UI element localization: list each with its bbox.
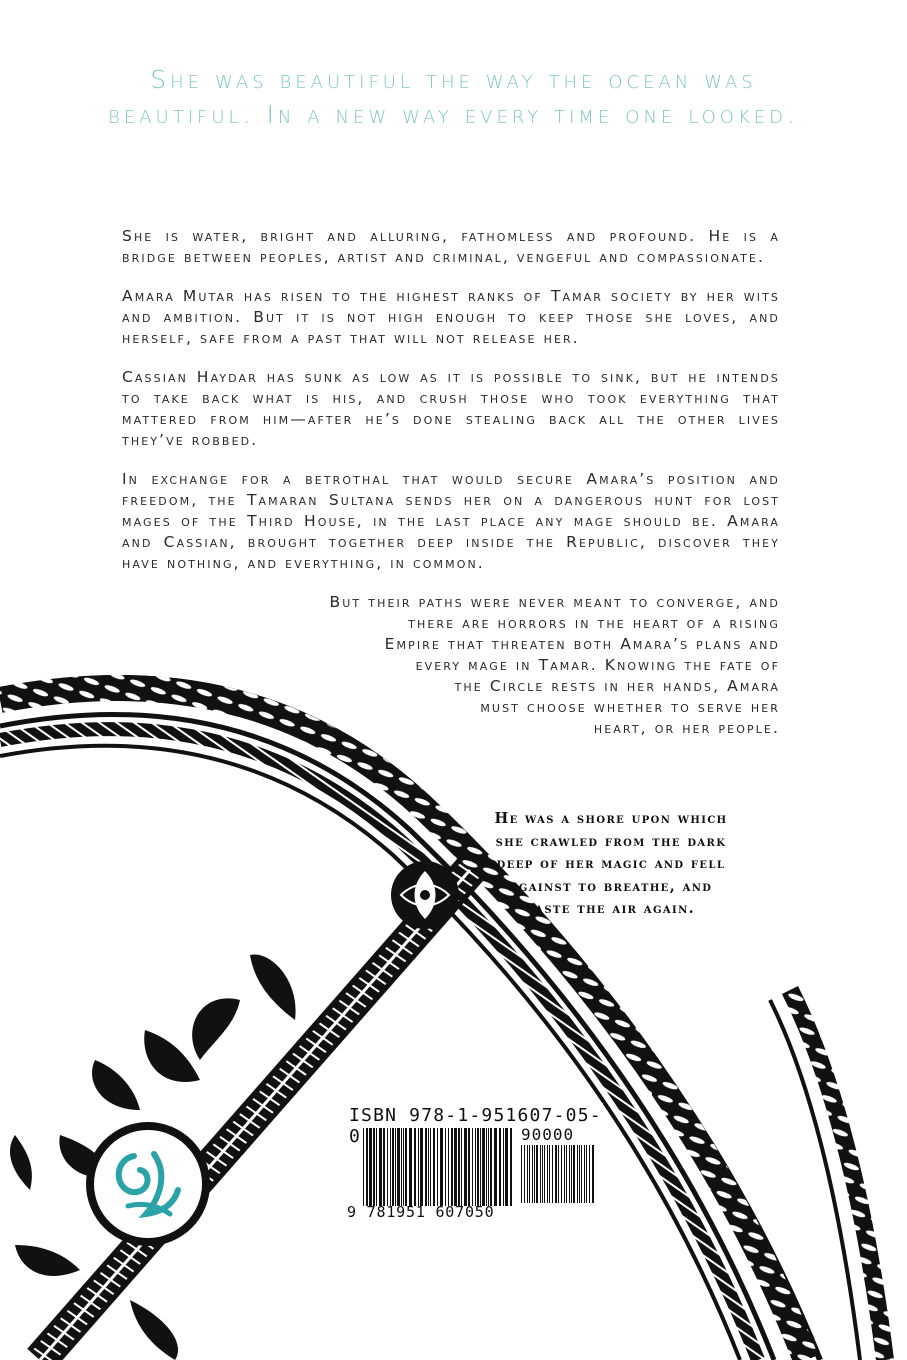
barcode-bar bbox=[561, 1145, 562, 1203]
barcode-bar bbox=[401, 1128, 402, 1206]
barcode-bar bbox=[510, 1128, 512, 1206]
barcode-bar bbox=[527, 1145, 528, 1203]
barcode-bar bbox=[395, 1128, 396, 1206]
barcode-bar bbox=[440, 1128, 443, 1206]
barcode-bar bbox=[420, 1128, 423, 1206]
barcode-bar bbox=[589, 1145, 590, 1203]
barcode-bar bbox=[494, 1128, 497, 1206]
blurb-p5-line: every mage in Tamar. Knowing the fate of bbox=[415, 656, 780, 674]
quote-line: He was a shore upon which bbox=[494, 810, 728, 827]
barcode-bar bbox=[542, 1145, 543, 1203]
isbn-number: ISBN 978-1-951607-05-0 bbox=[349, 1105, 602, 1147]
barcode-bar bbox=[448, 1128, 449, 1206]
barcode-bar bbox=[569, 1145, 570, 1203]
barcode-digits: 9 781951 607050 bbox=[347, 1203, 495, 1221]
barcode-bar bbox=[586, 1145, 587, 1203]
barcode-bar bbox=[536, 1145, 538, 1203]
barcode-bar bbox=[369, 1128, 372, 1206]
blurb-paragraph-2: Amara Mutar has risen to the highest ranks of Tamar society by her wits and ambition. But it is not high enough to keep those she loves, and herself, safe from a past that will not release her. bbox=[122, 287, 780, 347]
blurb-p5-line: there are horrors in the heart of a rising bbox=[408, 614, 780, 632]
barcode-bar bbox=[532, 1145, 533, 1203]
barcode-bar bbox=[505, 1128, 508, 1206]
blurb-p5-line: But their paths were never meant to converge, and bbox=[329, 593, 780, 611]
barcode-bar bbox=[480, 1128, 481, 1206]
tagline-quote: She was beautiful the way the ocean was beautiful. In a new way every time one looked. bbox=[108, 65, 799, 129]
blurb-paragraph-4: In exchange for a betrothal that would secure Amara’s position and freedom, the Tamaran Sultana sends her on a dangerous hunt for lost mages of the Third House, in the last place any mage should be. Amara and Cassian, brought together deep inside the Republic, discover they have nothing, and everything, in common. bbox=[122, 470, 780, 572]
barcode-bar bbox=[571, 1145, 572, 1203]
barcode-bar bbox=[540, 1145, 541, 1203]
barcode-bar bbox=[577, 1145, 578, 1203]
barcode-bar bbox=[392, 1128, 394, 1206]
barcode-bar bbox=[379, 1128, 382, 1206]
isbn-barcode bbox=[343, 1103, 603, 1228]
barcode-bar bbox=[490, 1128, 492, 1206]
barcode-bar bbox=[433, 1128, 435, 1206]
barcode-bar bbox=[552, 1145, 553, 1203]
barcode-bar bbox=[458, 1128, 460, 1206]
barcode-bar bbox=[477, 1128, 479, 1206]
blurb-p5-line: the Circle rests in her hands, Amara bbox=[454, 677, 780, 695]
barcode-bar bbox=[534, 1145, 535, 1203]
barcode-bar bbox=[521, 1145, 522, 1203]
barcode-bar bbox=[472, 1128, 473, 1206]
barcode-bar bbox=[566, 1145, 567, 1203]
barcode-bar bbox=[464, 1128, 467, 1206]
barcode-bar bbox=[564, 1145, 565, 1203]
barcode-bar bbox=[584, 1145, 585, 1203]
barcode-bar bbox=[592, 1145, 594, 1203]
barcode-bar bbox=[373, 1128, 375, 1206]
blurb-p5-line: must choose whether to serve her bbox=[480, 698, 780, 716]
barcode-bar bbox=[437, 1128, 438, 1206]
blurb-p5-line: Empire that threaten both Amara’s plans and bbox=[384, 635, 780, 653]
barcode-bars bbox=[363, 1128, 513, 1206]
barcode-bar bbox=[376, 1128, 377, 1206]
price-addon-code: 90000 bbox=[521, 1125, 575, 1144]
quote-line: taste the air again. bbox=[526, 900, 696, 917]
barcode-bar bbox=[418, 1128, 419, 1206]
barcode-bar bbox=[445, 1128, 446, 1206]
barcode-bar bbox=[544, 1145, 545, 1203]
barcode-bar bbox=[579, 1145, 580, 1203]
barcode-bar bbox=[461, 1128, 462, 1206]
barcode-bar bbox=[397, 1128, 400, 1206]
barcode-bar bbox=[524, 1145, 525, 1203]
barcode-bar bbox=[409, 1128, 412, 1206]
barcode-bar bbox=[363, 1128, 364, 1206]
barcode-bar bbox=[451, 1128, 453, 1206]
barcode-bar bbox=[555, 1145, 557, 1203]
barcode-bar bbox=[414, 1128, 416, 1206]
quote-line: she crawled from the dark bbox=[495, 832, 727, 850]
quote-line: deep of her magic and fell bbox=[496, 855, 726, 872]
pull-quote bbox=[440, 808, 782, 921]
barcode-bar bbox=[403, 1128, 404, 1206]
barcode-bar bbox=[430, 1128, 431, 1206]
blurb-p5-line: heart, or her people. bbox=[593, 719, 780, 737]
barcode-bar bbox=[475, 1128, 476, 1206]
barcode-bar bbox=[529, 1145, 530, 1203]
g-emblem-logo bbox=[86, 1122, 210, 1246]
barcode-bar bbox=[454, 1128, 457, 1206]
barcode-bar bbox=[428, 1128, 429, 1206]
back-cover-blurb bbox=[122, 226, 780, 739]
barcode-bar bbox=[366, 1128, 368, 1206]
blurb-paragraph-3: Cassian Haydar has sunk as low as it is possible to sink, but he intends to take back what is his, and crush those who took everything that mattered from him—after he’s done stealing back all the other lives they’ve robbed. bbox=[122, 368, 780, 449]
barcode-bar bbox=[383, 1128, 385, 1206]
barcode-bar bbox=[547, 1145, 548, 1203]
addon-barcode-bars bbox=[521, 1145, 597, 1203]
barcode-bar bbox=[405, 1128, 407, 1206]
barcode-bar bbox=[558, 1145, 559, 1203]
barcode-bar bbox=[425, 1128, 427, 1206]
barcode-bar bbox=[468, 1128, 470, 1206]
quote-line: against to breathe, and bbox=[509, 877, 713, 895]
barcode-bar bbox=[573, 1145, 575, 1203]
barcode-bar bbox=[488, 1128, 489, 1206]
blurb-paragraph-5 bbox=[122, 592, 780, 739]
barcode-bar bbox=[486, 1128, 487, 1206]
barcode-bar bbox=[387, 1128, 388, 1206]
barcode-bar bbox=[499, 1128, 501, 1206]
barcode-bar bbox=[482, 1128, 485, 1206]
barcode-bar bbox=[390, 1128, 391, 1206]
barcode-bar bbox=[549, 1145, 550, 1203]
barcode-bar bbox=[503, 1128, 504, 1206]
blurb-paragraph-1: She is water, bright and alluring, fathomless and profound. He is a bridge between peoples, artist and criminal, vengeful and compassionate. bbox=[122, 227, 780, 266]
barcode-bar bbox=[581, 1145, 582, 1203]
